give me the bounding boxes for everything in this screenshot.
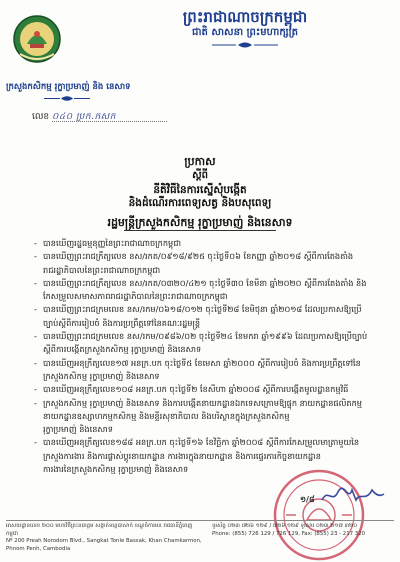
footer-rule	[6, 520, 394, 521]
list-item: រុក្ខាប្រមាញ់ និងនេសាទ	[43, 424, 114, 435]
list-item: - បានឃើញរដ្ឋធម្មនុញ្ញនៃព្រះរាជាណាចក្រកម្ពុជា	[34, 237, 374, 250]
list-item: ស្ដីពីការបង្កើតក្រសួងកសិកម្ម រុក្ខាប្រមាញ់ និងនេសាទ	[43, 344, 202, 355]
list-item: - បានឃើញព្រះរាជក្រមលេខ នស/រកម/០៦១៨/០១២ ចុះថ្ងៃទី២៨ ខែមិថុនា ឆ្នាំ២០១៨ ដែលប្រកាសឱ្យប្រើ	[34, 303, 374, 316]
subject-label: ស្ដីពី	[192, 170, 208, 181]
list-item: - បានឃើញអនុក្រឹត្យលេខ១៨៨ អនក្រ.បក ចុះថ្ងៃទី១៦ ខែវិច្ឆិកា ឆ្នាំ២០០៨ ស្ដីពីការកែសម្រួលមាត្រាមួយនៃ	[34, 436, 374, 449]
reference-underline	[52, 121, 167, 122]
list-item: - បានឃើញព្រះរាជក្រឹត្យលេខ នស/រកត/០៩១៨/៩២៥ ចុះថ្ងៃទី០៦ ខែកញ្ញា ឆ្នាំ២០១៨ ស្ដីពីការតែងតាំង	[34, 250, 374, 263]
ministry-emblem-icon	[12, 14, 62, 64]
list-item: កែសម្រួលសមាសភាពរាជរដ្ឋាភិបាលនៃព្រះរាជាណាចក្រកម្ពុជា	[43, 291, 228, 302]
list-item: - បានឃើញព្រះរាជក្រមលេខ នស/រកម/០៩៨៦/០២ ចុះថ្ងៃទី២៤ ខែមករា ឆ្នាំ១៩៩៦ ដែលប្រកាសឱ្យប្រើច្បាប់	[34, 330, 374, 343]
list-item: - បានឃើញព្រះរាជក្រឹត្យលេខ នស/រកត/០៣២០/៤២១ ចុះថ្ងៃទី៣០ ខែមីនា ឆ្នាំ២០២០ ស្ដីពីការតែងតាំង និង	[34, 277, 374, 290]
footer-address-km: អាសយដ្ឋានលេខ ២០០ មហាវិថីព្រះនរោត្តម សង្កាត់ទន្លេបាសាក់ ខណ្ឌចំការមន រាជធានីភ្នំពេញ កម្ពុជា	[6, 523, 193, 537]
footer-contact-en: Phone: (855) 726 129 / 726 129, Fax: (855) 23 - 217 320	[212, 530, 366, 537]
list-item: ក្រសួងកសិកម្ម រុក្ខាប្រមាញ់ និងនេសាទ	[43, 370, 160, 381]
list-item: ក្រសួងការងារ និងការផ្លាស់ប្ដូរនាយកដ្ឋាន ការងារក្នុងនាយកដ្ឋាន និងការផ្ទេរភារកិច្ចនាយកដ្ឋាន	[43, 450, 321, 461]
document-type-title: ប្រកាស	[184, 155, 216, 168]
ornament-divider-icon	[42, 95, 92, 102]
list-item: នាយកដ្ឋានឧស្សាហកម្មកសិកម្ម និងមន្ទីរសុខាភិបាល និងបរិស្ថានក្នុងក្រសួងកសិកម្ម	[43, 410, 290, 421]
list-item: ច្បាប់ស្ដីពីការរៀបចំ និងការប្រព្រឹត្តទៅនៃគណៈរដ្ឋមន្ត្រី	[43, 317, 201, 328]
list-item: - បានឃើញអនុក្រឹត្យលេខ១៧ អនក្រ.បក ចុះថ្ងៃទី៥ ខែមេសា ឆ្នាំ២០០០ ស្ដីពីការរៀបចំ និងការប្រព្រឹត្តទៅនៃ	[34, 357, 374, 370]
page-number: ១/៨	[300, 495, 315, 504]
list-item: - បានឃើញអនុក្រឹត្យលេខ១០៨ អនក្រ.បក ចុះថ្ងៃទី២ ខែសីហា ឆ្នាំ២០០៨ ស្ដីពីការបង្កើតមូលដ្ឋានកម្មវិធី	[34, 383, 374, 396]
footer-address-en: Nº 200 Preah Norodom Blvd., Sangkat Tonle Bassak, Khan Chamkarmon, Phnom Penh, Cambodia	[6, 538, 202, 552]
authority-underline	[124, 230, 276, 231]
ornament-divider-icon	[210, 41, 280, 49]
reference-value: ០៤០ ប្រក.កសក	[52, 112, 116, 122]
issuing-authority: រដ្ឋមន្ត្រីក្រសួងកសិកម្ម រុក្ខាប្រមាញ់ និងនេសាទ	[107, 216, 293, 229]
list-item: - ក្រសួងកសិកម្ម រុក្ខាប្រមាញ់ និងនេសាទ និងការបង្កើតនាយកដ្ឋានឯកទេសក្រោមឱ្យផ្ទុក នាយកដ្ឋានផលិតកម្ម	[34, 397, 374, 410]
footer-contact	[212, 523, 396, 538]
list-item: រាជរដ្ឋាភិបាលនៃព្រះរាជាណាចក្រកម្ពុជា	[43, 264, 161, 275]
official-seal-icon	[272, 468, 366, 562]
subject-line-1: នីតិវិធីនៃការស្នើសុំបង្កើត	[153, 184, 247, 196]
national-motto: ជាតិ សាសនា ព្រះមហាក្សត្រ	[192, 27, 298, 38]
list-item: ការងារនៃក្រសួងកសិកម្ម រុក្ខាប្រមាញ់ និងនេសាទ	[43, 464, 189, 475]
recitals-list	[34, 237, 374, 476]
subject-line-2: និងដំណើរការពេទ្យសត្វ និងបសុពេទ្យ	[128, 197, 272, 209]
reference-label: លេខ	[32, 112, 50, 122]
signature-icon	[318, 484, 388, 506]
ministry-name: ក្រសួងកសិកម្ម រុក្ខាប្រមាញ់ និង នេសាទ	[6, 82, 131, 92]
footer-contact-km: ទូរស័ព្ទ ០២៣ ៧២៦ ១២៩ / ៧២៦ ១២៩ ទូរសារ ០២៣ ២១៧ ៣២០	[212, 523, 358, 529]
kingdom-title: ព្រះរាជាណាចក្រកម្ពុជា	[182, 8, 308, 26]
footer-address	[6, 523, 202, 553]
